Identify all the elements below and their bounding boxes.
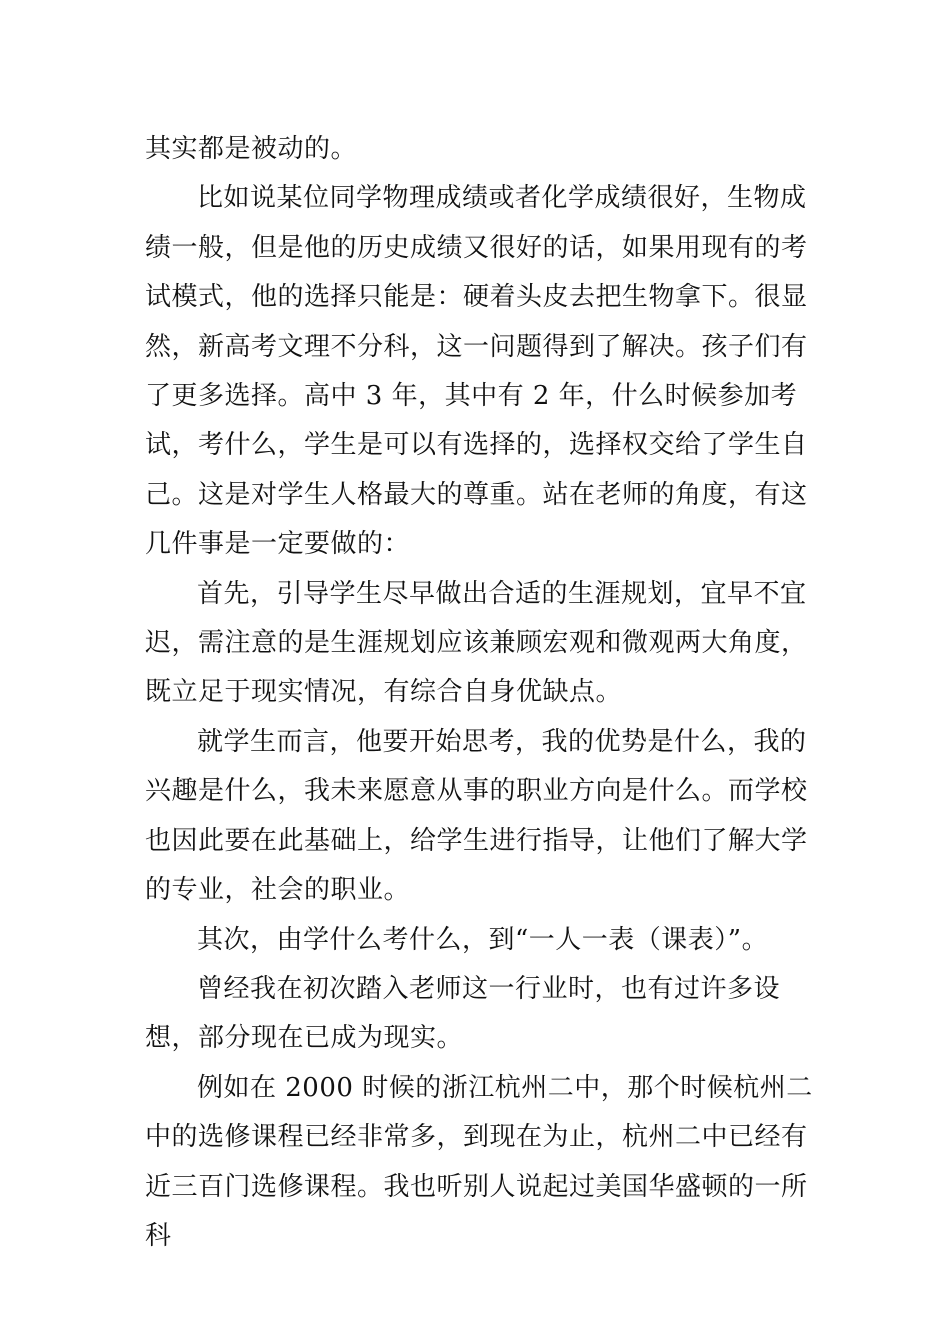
paragraph: 其次，由学什么考什么，到“一人一表（课表）”。 (197, 924, 769, 955)
paragraph: 首先，引导学生尽早做出合适的生涯规划，宜早不宜迟，需注意的是生涯规划应该兼顾宏观和微观两大角度，既立足于现实情况，有综合自身优缺点。 (145, 578, 808, 708)
paragraph: 例如在 2000 时候的浙江杭州二中，那个时候杭州二中的选修课程已经非常多，到现在为止，杭州二中已经有近三百门选修课程。我也听别人说起过美国华盛顿的一所科 (145, 1072, 813, 1251)
paragraph: 就学生而言，他要开始思考，我的优势是什么，我的兴趣是什么，我未来愿意从事的职业方向是什么。而学校也因此要在此基础上，给学生进行指导，让他们了解大学的专业，社会的职业。 (145, 726, 808, 906)
paragraph: 曾经我在初次踏入老师这一行业时，也有过许多设想，部分现在已成为现实。 (145, 973, 781, 1054)
paragraph: 比如说某位同学物理成绩或者化学成绩很好，生物成绩一般，但是他的历史成绩又很好的话，如果用现有的考试模式，他的选择只能是：硬着头皮去把生物拿下。很显然，新高考文理不分科，这一问题得到了解决。孩子们有了更多选择。高中 3 年，其中有 2 年，什么时候参加考试，考什么，学生是可以有选择的，选择权交给了学生自己。这是对学生人格最大的尊重。站在老师的角度，有这几件事是一定要做的： (145, 183, 808, 560)
paragraph: 其实都是被动的。 (145, 134, 358, 164)
document-body (145, 125, 825, 1261)
